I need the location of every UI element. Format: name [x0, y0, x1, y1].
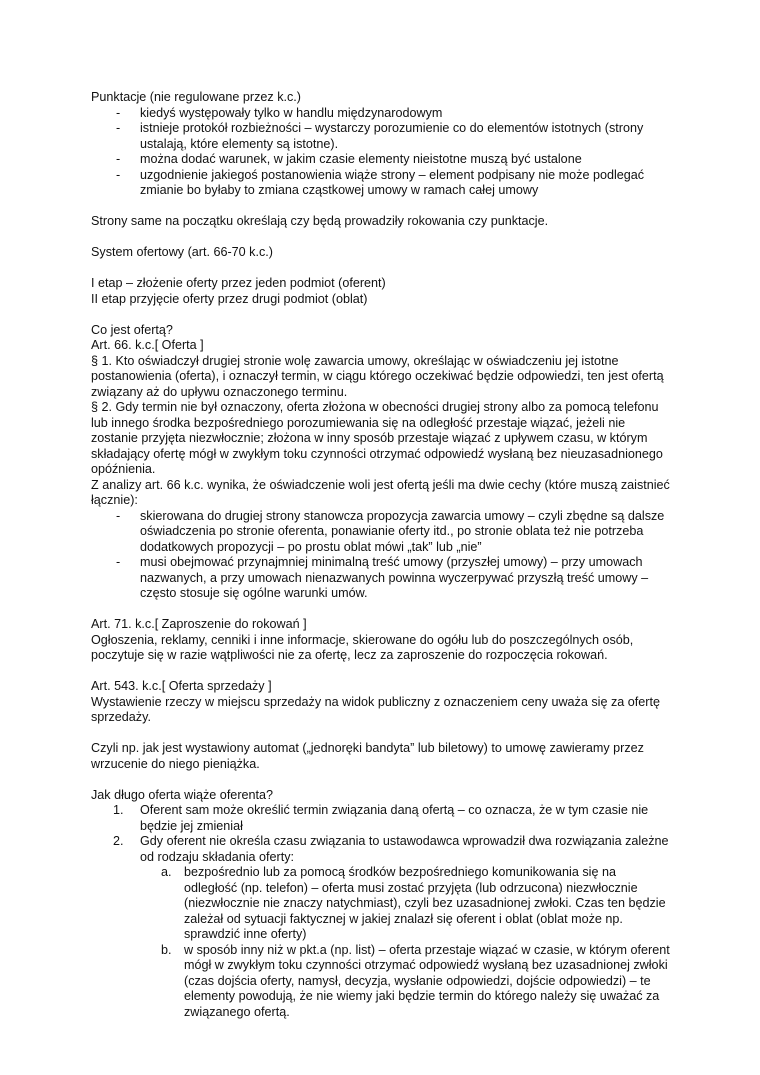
etap-2: II etap przyjęcie oferty przez drugi podmiot (oblat)	[91, 291, 368, 306]
document-page	[91, 90, 671, 1020]
automat-paragraph: Czyli np. jak jest wystawiony automat („jednoręki bandyta” lub biletowy) to umowę zawieramy przez wrzucenie do niego pieniążka.	[91, 741, 644, 771]
list-item: - istnieje protokół rozbieżności – wystarczy porozumienie co do elementów istotnych (strony ustalają, które elementy są istotne).	[116, 121, 644, 151]
art66-analysis: Z analizy art. 66 k.c. wynika, że oświadczenie woli jest ofertą jeśli ma dwie cechy (które muszą zaistnieć łącznie):	[91, 477, 670, 507]
system-heading: System ofertowy (art. 66-70 k.c.)	[91, 245, 273, 259]
list-item: a. bezpośrednio lub za pomocą środków bezpośredniego komunikowania się na odległość (np. telefon) – oferta musi zostać przyjęta (lub odrzucona) niezwłocznie (niezwłocznie nie znaczy natychmiast), czyli bez uzasadnionej zwłoki. Czas ten będzie zależał od sytuacji faktycznej w jakiej znalazł się oferent i oblat (oblat może np. sprawdzić inne oferty)	[161, 865, 666, 941]
art543-text: Wystawienie rzeczy w miejscu sprzedaży na widok publiczny z oznaczeniem ceny uważa się za ofertę sprzedaży.	[91, 694, 660, 724]
list-item: - musi obejmować przynajmniej minimalną treść umowy (przyszłej umowy) – przy umowach nazwanych, a przy umowach nienazwanych powinna wyczerpywać przyszłą treść umowy – często stosuje się ogólne warunki umów.	[116, 555, 649, 600]
art71-title: Art. 71. k.c.[ Zaproszenie do rokowań ]	[91, 617, 307, 631]
list-item: - uzgodnienie jakiegoś postanowienia wiąże strony – element podpisany nie może podlegać zmianie bo byłaby to zmiana cząstkowej umowy w ramach całej umowy	[116, 167, 645, 197]
art66-par1: § 1. Kto oświadczył drugiej stronie wolę zawarcia umowy, określając w oświadczeniu jej istotne postanowienia (oferta), i oznaczył termin, w ciągu którego oczekiwać będzie odpowiedzi, ten jest ofertą związany aż do upływu oznaczonego terminu.	[91, 353, 664, 399]
etap-1: I etap – złożenie oferty przez jeden podmiot (oferent)	[91, 276, 386, 290]
list-item: - skierowana do drugiej strony stanowcza propozycja zawarcia umowy – czyli zbędne są dalsze oświadczenia po stronie oferenta, ponawianie oferty itd., po stronie oblata też nie potrzeba dodatkowych propozycji – po prostu oblat mówi „tak” lub „nie”	[116, 508, 665, 554]
art66-par2: § 2. Gdy termin nie był oznaczony, oferta złożona w obecności drugiej strony albo za pomocą telefonu lub innego środka bezpośredniego porozumiewania się na odległość przestaje wiązać, jeżeli nie zostanie przyjęta niezwłocznie; złożona w inny sposób przestaje wiązać z upływem czasu, w którym składający ofertę mógł w zwykłym toku czynności otrzymać odpowiedź wysłaną bez nieuzasadnionego opóźnienia.	[91, 400, 663, 476]
strony-paragraph: Strony same na początku określają czy będą prowadziły rokowania czy punktacje.	[91, 214, 549, 228]
art71-text: Ogłoszenia, reklamy, cenniki i inne informacje, skierowane do ogółu lub do poszczególnych osób, poczytuje się w razie wątpliwości nie za ofertę, lecz za zaproszenie do rozpoczęcia rokowań.	[91, 632, 634, 662]
punktacje-heading: Punktacje (nie regulowane przez k.c.)	[91, 90, 301, 104]
art66-title: Art. 66. k.c.[ Oferta ]	[91, 338, 204, 352]
punktacje-list	[91, 106, 671, 199]
oferta-question: Co jest ofertą?	[91, 322, 173, 337]
list-item: - można dodać warunek, w jakim czasie elementy nieistotne muszą być ustalone	[116, 152, 582, 166]
cechy-list	[91, 509, 671, 602]
list-item: 2. Gdy oferent nie określa czasu związania to ustawodawca wprowadził dwa rozwiązania zależne od rodzaju składania oferty:	[113, 834, 669, 864]
list-item: 1. Oferent sam może określić termin związania daną ofertą – co oznacza, że w tym czasie nie będzie jej zmieniał	[113, 803, 649, 833]
list-item: - kiedyś występowały tylko w handlu międzynarodowym	[116, 105, 443, 120]
art543-title: Art. 543. k.c.[ Oferta sprzedaży ]	[91, 679, 272, 693]
dlugo-question: Jak długo oferta wiąże oferenta?	[91, 787, 274, 802]
dlugo-sublist	[91, 865, 671, 1020]
list-item: b. w sposób inny niż w pkt.a (np. list) – oferta przestaje wiązać w czasie, w którym oferent mógł w zwykłym toku czynności otrzymać odpowiedź wysłaną bez uzasadnionej zwłoki (czas dojścia oferty, namysł, decyzja, wysłanie odpowiedzi, dojście odpowiedzi) – te elementy powodują, że nie wiemy jaki będzie termin do którego należy się uważać za związanego ofertą.	[161, 942, 670, 1019]
dlugo-list	[91, 803, 671, 865]
